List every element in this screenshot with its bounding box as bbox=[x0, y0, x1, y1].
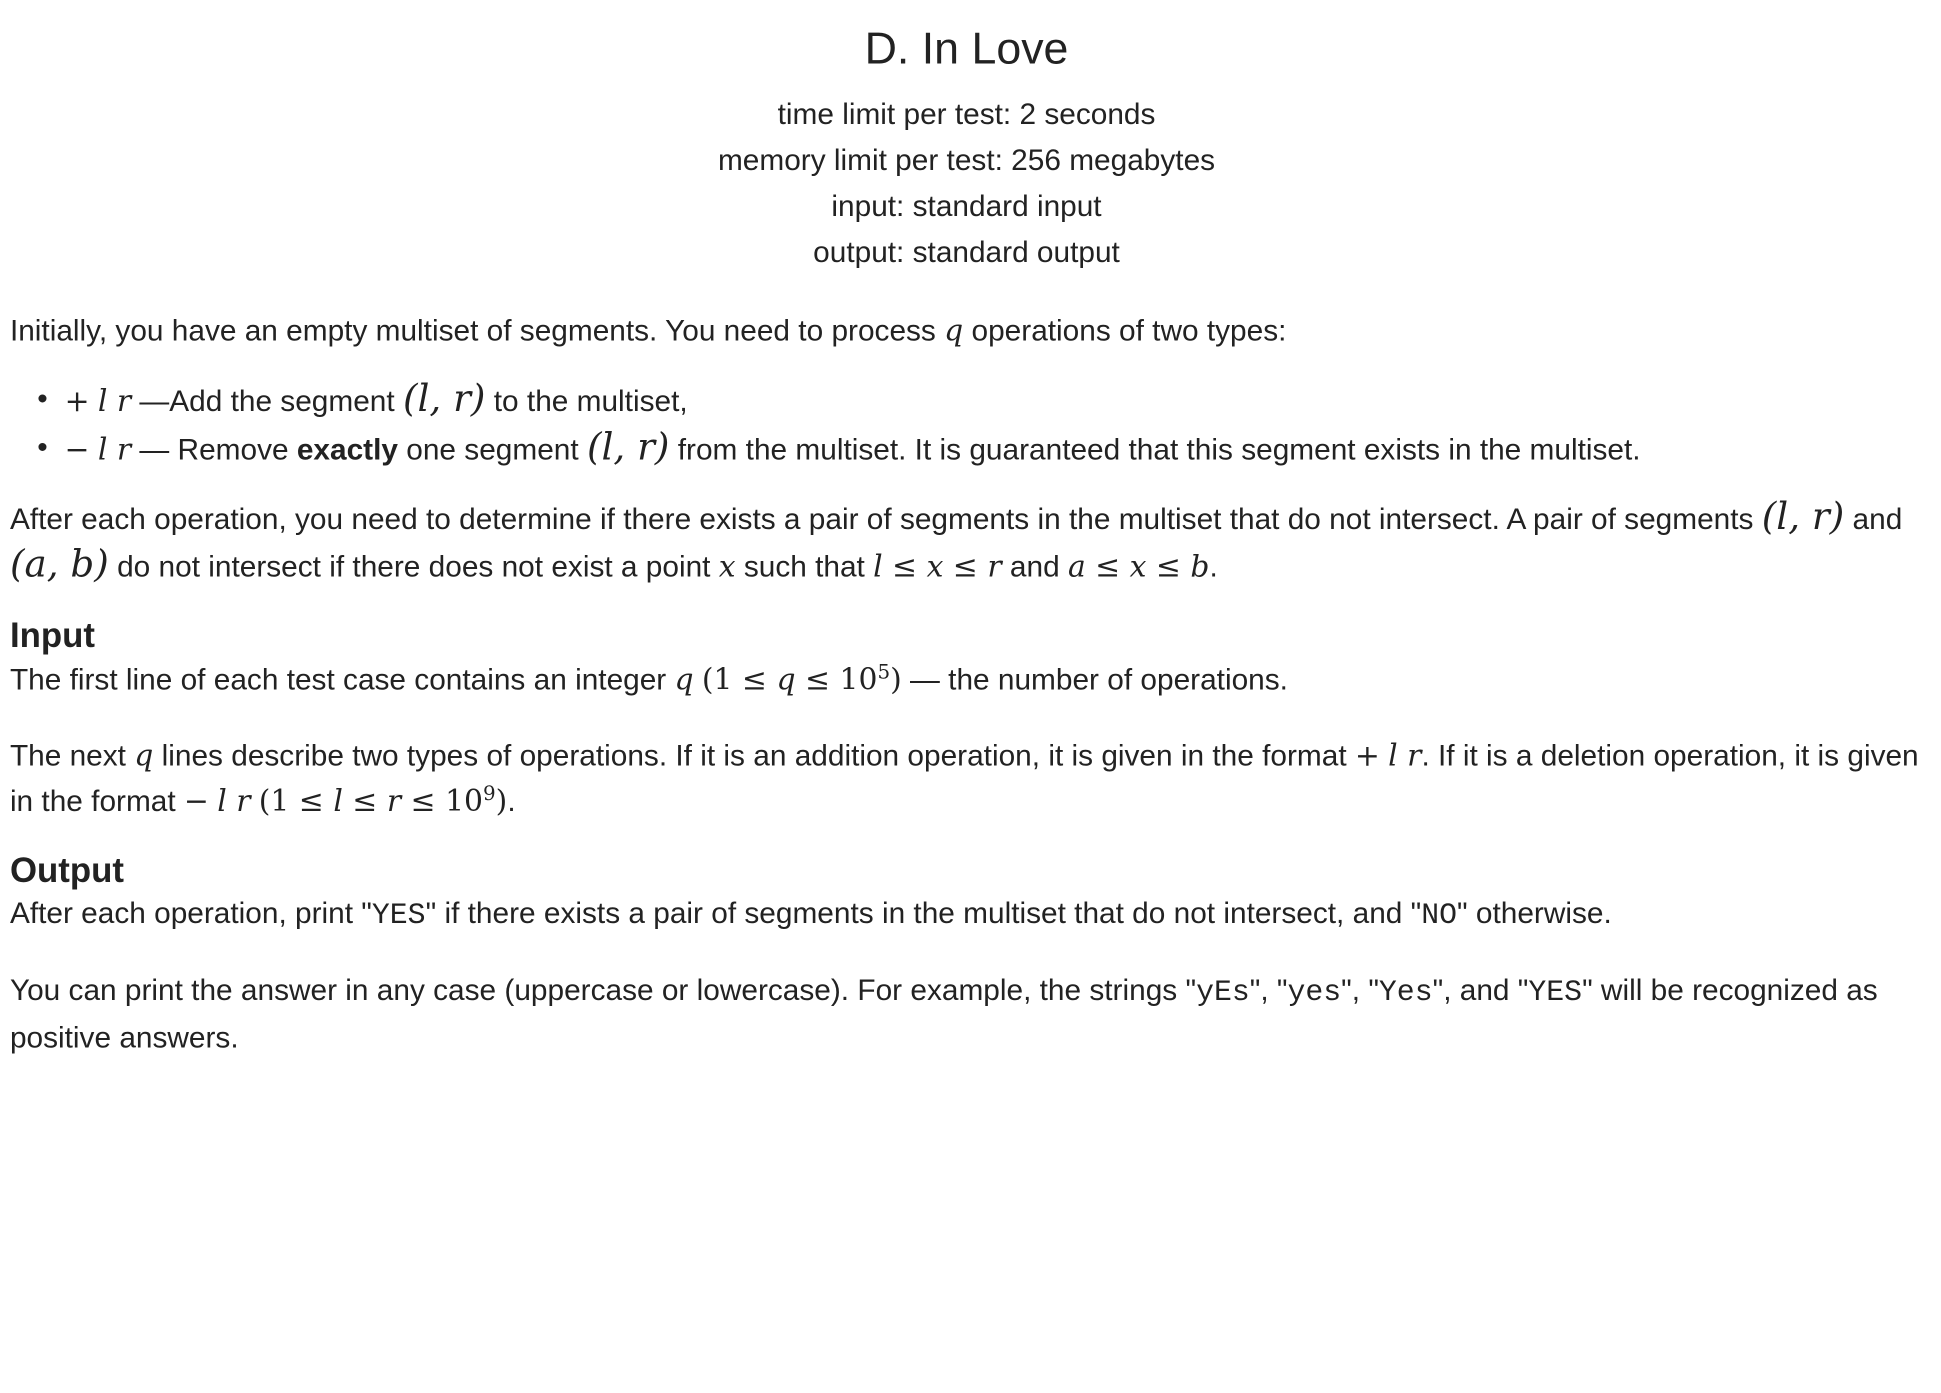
op1-text-2: to the multiset, bbox=[493, 385, 688, 419]
input-text-3: The next bbox=[9, 739, 126, 773]
after-text-2: and bbox=[1852, 503, 1903, 537]
math-segment: (l, r) bbox=[402, 377, 486, 422]
memory-limit: memory limit per test: 256 megabytes bbox=[717, 144, 1216, 178]
math-minus: − bbox=[183, 783, 209, 819]
math-segment-ab: (a, b) bbox=[9, 542, 109, 587]
math-plus: + bbox=[1354, 737, 1380, 773]
after-text-3: do not intersect if there does not exist a point bbox=[117, 550, 711, 584]
input-section bbox=[10, 615, 1923, 825]
separator: ", and " bbox=[1432, 973, 1529, 1008]
intro-text-2: operations of two types: bbox=[971, 314, 1287, 348]
output-paragraph-2 bbox=[10, 969, 1923, 1061]
code-no: NO bbox=[1421, 899, 1458, 933]
output-section bbox=[10, 850, 1923, 1061]
after-text-4: such that bbox=[743, 550, 865, 584]
math-q: q bbox=[134, 737, 154, 773]
range-close: ) bbox=[890, 662, 902, 697]
operations-list bbox=[10, 376, 1923, 473]
math-q: q bbox=[944, 313, 964, 348]
math-segment: (l, r) bbox=[586, 426, 670, 470]
range-exponent: 5 bbox=[877, 659, 891, 684]
problem-title: D. In Love bbox=[864, 22, 1069, 74]
math-range bbox=[258, 781, 508, 819]
em-dash: — bbox=[139, 385, 170, 419]
bold-exactly: exactly bbox=[296, 433, 398, 468]
output-paragraph-1 bbox=[10, 892, 1923, 939]
input-paragraph-2 bbox=[10, 733, 1923, 825]
op2-text-1: Remove bbox=[177, 433, 289, 468]
code-yes-variant: YES bbox=[1528, 976, 1583, 1010]
math-lr: l r bbox=[97, 383, 132, 419]
range-close: ) bbox=[495, 783, 508, 819]
range-l: l bbox=[333, 783, 343, 819]
range-open: (1 ≤ bbox=[258, 783, 324, 819]
separator: ", " bbox=[1249, 973, 1288, 1008]
code-yes-variant: yes bbox=[1287, 976, 1342, 1010]
bullet-icon: • bbox=[37, 382, 48, 417]
range-le: ≤ bbox=[352, 783, 378, 819]
range-bound: ≤ 10 bbox=[410, 783, 484, 819]
output-section-title: Output bbox=[9, 850, 124, 890]
after-text-6: . bbox=[1209, 550, 1218, 584]
problem-statement bbox=[10, 22, 1923, 1061]
code-yes: YES bbox=[371, 899, 426, 933]
output-text-3: " otherwise. bbox=[1457, 896, 1612, 931]
code-yes-variant: yEs bbox=[1196, 976, 1250, 1010]
range-open: (1 ≤ bbox=[701, 662, 767, 697]
range-bound: ≤ 10 bbox=[805, 662, 878, 697]
after-text-5: and bbox=[1009, 550, 1060, 584]
list-item-add-operation bbox=[37, 376, 1923, 424]
bullet-icon: • bbox=[37, 431, 48, 465]
math-segment-lr: (l, r) bbox=[1761, 495, 1845, 540]
list-item-remove-operation bbox=[37, 425, 1923, 473]
input-section-title: Input bbox=[9, 616, 95, 655]
output-text-5: " will be recognized as positive answers. bbox=[9, 973, 1878, 1055]
input-text-4: lines describe two types of operations. If it is an addition operation, it is given in the format bbox=[161, 739, 1347, 773]
output-text-1: After each operation, print " bbox=[9, 896, 372, 931]
op1-text-1: Add the segment bbox=[169, 385, 395, 419]
math-x: x bbox=[718, 549, 736, 584]
after-text-1: After each operation, you need to determine if there exists a pair of segments in the multiset that do not intersect. A pair of segments bbox=[9, 503, 1754, 537]
math-plus: + bbox=[64, 383, 90, 419]
intro-text-1: Initially, you have an empty multiset of segments. You need to process bbox=[9, 314, 936, 348]
math-lr: l r bbox=[1388, 737, 1422, 773]
output-text-4: You can print the answer in any case (uppercase or lowercase). For example, the strings " bbox=[9, 973, 1197, 1008]
input-text-6: . bbox=[507, 785, 516, 819]
range-q: q bbox=[776, 662, 796, 697]
math-minus: − bbox=[64, 432, 90, 468]
math-condition-1: l ≤ x ≤ r bbox=[873, 549, 1002, 584]
math-condition-2: a ≤ x ≤ b bbox=[1067, 549, 1210, 584]
statement-after bbox=[10, 496, 1923, 590]
math-range bbox=[701, 659, 902, 697]
problem-header bbox=[10, 22, 1923, 275]
output-text-2: " if there exists a pair of segments in the multiset that do not intersect, and " bbox=[425, 896, 1422, 931]
input-text-2: — the number of operations. bbox=[910, 663, 1288, 697]
range-exponent: 9 bbox=[483, 781, 496, 806]
separator: ", " bbox=[1341, 973, 1379, 1008]
input-type: input: standard input bbox=[831, 190, 1102, 224]
time-limit: time limit per test: 2 seconds bbox=[777, 98, 1156, 132]
math-lr: l r bbox=[97, 432, 132, 468]
input-text-1: The first line of each test case contains an integer bbox=[9, 663, 667, 697]
em-dash: — bbox=[139, 433, 170, 468]
input-text-5: . If it is a deletion operation, it is given in the format bbox=[9, 739, 1919, 819]
op2-text-3: from the multiset. It is guaranteed that this segment exists in the multiset. bbox=[677, 433, 1641, 468]
code-yes-variant: Yes bbox=[1378, 976, 1433, 1010]
math-q: q bbox=[674, 662, 694, 697]
output-type: output: standard output bbox=[813, 236, 1120, 270]
op2-text-2: one segment bbox=[406, 433, 579, 468]
math-lr: l r bbox=[217, 783, 251, 819]
input-paragraph-1 bbox=[10, 657, 1923, 703]
statement-intro bbox=[10, 308, 1923, 354]
range-r: r bbox=[386, 783, 402, 819]
